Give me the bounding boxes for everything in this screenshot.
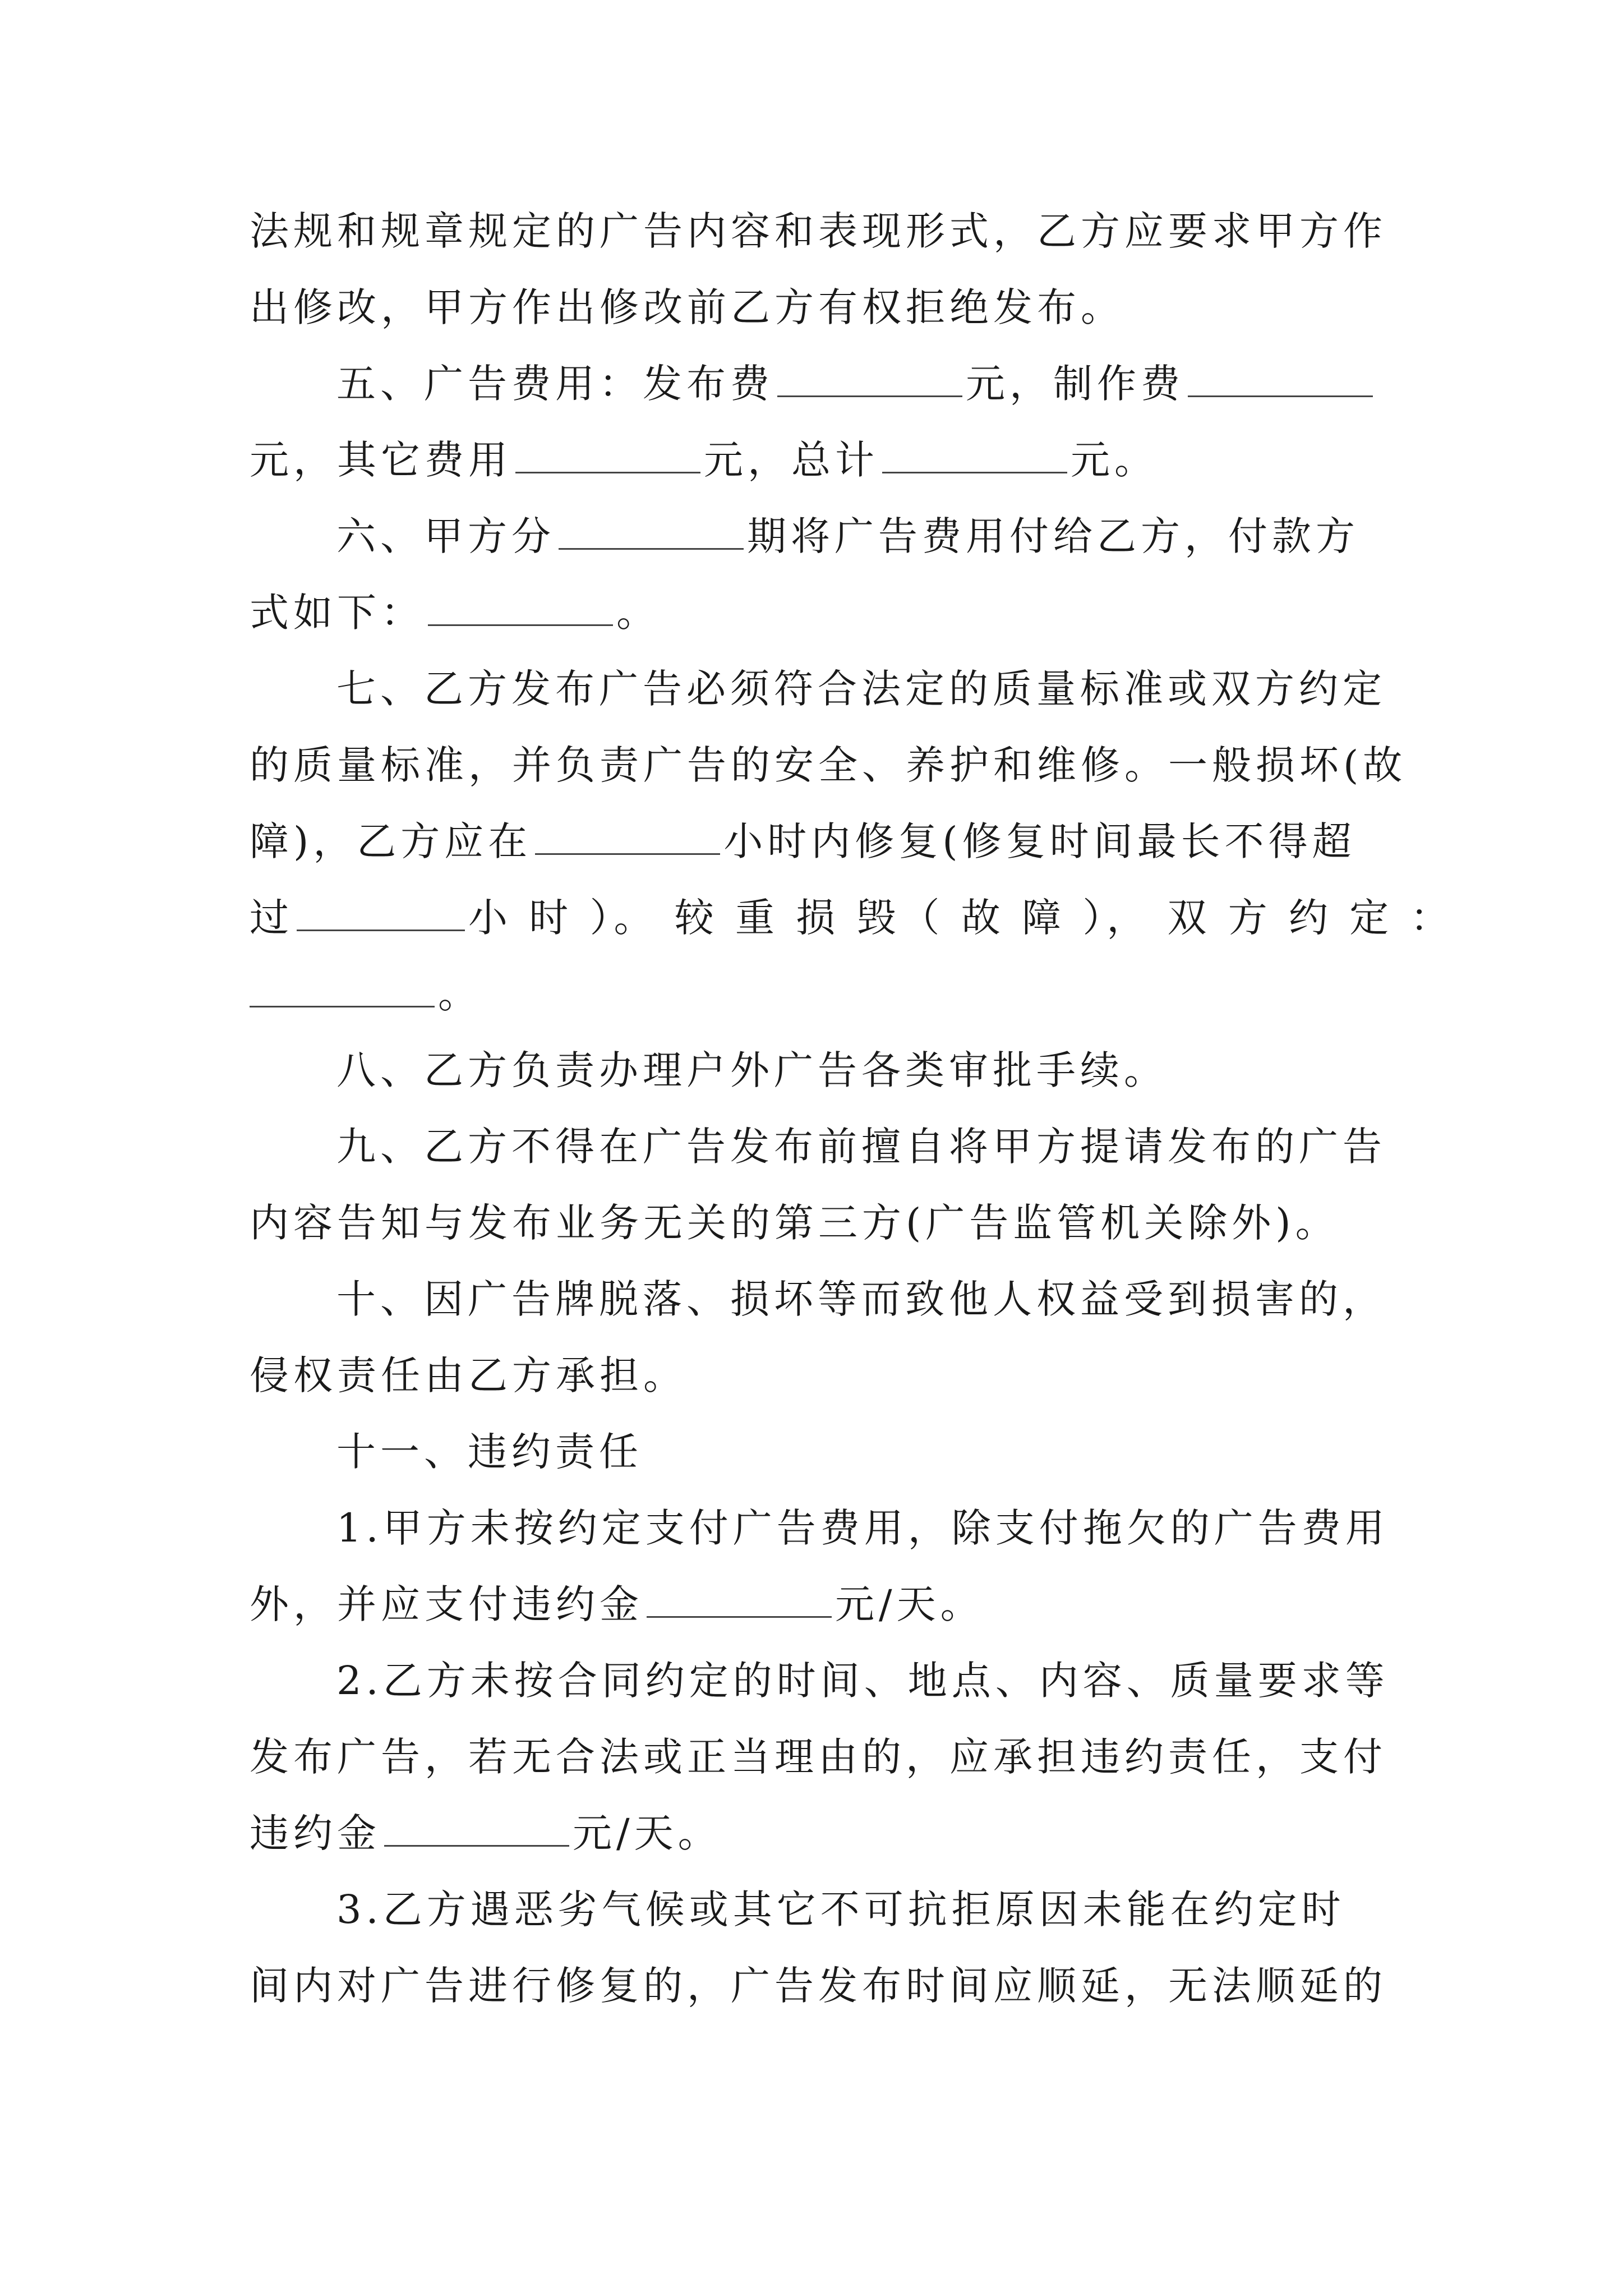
text-line [336, 1266, 1386, 1333]
text-line [250, 1189, 1339, 1257]
text-span: 五、广告费用：发布费 [336, 361, 774, 407]
blank-field [250, 967, 435, 1007]
text-line-fees [336, 350, 1376, 417]
blank-field [1188, 356, 1373, 397]
text-span: 违约金 [250, 1810, 381, 1856]
text-line [250, 808, 1356, 875]
text-span: 六、甲方分 [336, 513, 555, 559]
text-line [250, 960, 482, 1028]
text-span: 外，并应支付违约金 [250, 1581, 643, 1627]
text-span: 元，总计 [704, 437, 879, 483]
blank-field [647, 1577, 832, 1618]
text-span: 的质量标准，并负责广告的安全、养护和维修。一般损坏(故 [250, 742, 1407, 788]
text-line [250, 1952, 1387, 2019]
text-span: 元/天。 [835, 1581, 984, 1627]
text-line [250, 1571, 984, 1638]
text-span: 期将广告费用付给乙方，付款方 [747, 513, 1359, 559]
text-span: 元，制作费 [966, 361, 1184, 407]
text-span: 过 [250, 895, 293, 941]
blank-field [882, 432, 1067, 473]
text-span: 间内对广告进行修复的，广告发布时间应顺延，无法顺延的 [250, 1963, 1387, 2009]
text-line [336, 503, 1359, 570]
text-line [250, 731, 1407, 799]
blank-field [559, 509, 744, 550]
text-line [336, 1113, 1386, 1180]
text-span: 十一、违约责任 [336, 1429, 643, 1475]
blank-field [297, 890, 465, 931]
text-span: 侵权责任由乙方承担。 [250, 1352, 687, 1398]
text-span: 。 [616, 590, 660, 636]
text-line [250, 1800, 722, 1867]
text-line [250, 884, 1454, 951]
blank-field [535, 814, 720, 855]
text-span: 。 [438, 971, 482, 1017]
text-span: 元。 [1071, 437, 1158, 483]
text-span: 元，其它费用 [250, 437, 512, 483]
text-span: 七、乙方发布广告必须符合法定的质量标准或双方约定 [336, 666, 1386, 712]
blank-field [515, 432, 700, 473]
text-line [336, 1037, 1168, 1104]
blank-field [384, 1806, 569, 1847]
text-line [336, 1647, 1389, 1714]
text-span: 式如下： [250, 590, 425, 636]
text-span: 1.甲方未按约定支付广告费用，除支付拖欠的广告费用 [336, 1505, 1389, 1551]
text-span: 十、因广告牌脱落、损坏等而致他人权益受到损害的， [336, 1276, 1386, 1322]
text-line [336, 1494, 1389, 1562]
text-span: 小 时 ）。 较 重 损 毁（ 故 障 ）， 双 方 约 定 ： [468, 895, 1454, 941]
text-span: 发布广告，若无合法或正当理由的，应承担违约责任，支付 [250, 1734, 1387, 1780]
text-span: 障)，乙方应在 [250, 818, 532, 864]
text-line [336, 655, 1386, 723]
text-line [250, 197, 1387, 265]
text-span: 3.乙方遇恶劣气候或其它不可抗拒原因未能在约定时 [336, 1887, 1345, 1932]
text-line [250, 426, 1158, 494]
text-span: 2.乙方未按合同约定的时间、地点、内容、质量要求等 [336, 1658, 1389, 1704]
text-span: 出修改，甲方作出修改前乙方有权拒绝发布。 [250, 284, 1124, 330]
text-span: 小时内修复(修复时间最长不得超 [723, 818, 1356, 864]
text-span: 元/天。 [573, 1810, 722, 1856]
text-line [250, 1723, 1387, 1791]
text-span: 内容告知与发布业务无关的第三方(广告监管机关除外)。 [250, 1200, 1339, 1246]
text-line [250, 1342, 687, 1409]
section-heading [336, 1418, 643, 1485]
text-line [250, 274, 1124, 341]
blank-field [777, 356, 962, 397]
text-span: 八、乙方负责办理户外广告各类审批手续。 [336, 1047, 1168, 1093]
text-line [250, 579, 660, 646]
text-span: 法规和规章规定的广告内容和表现形式，乙方应要求甲方作 [250, 208, 1387, 254]
blank-field [428, 585, 613, 626]
text-line [336, 1876, 1345, 1943]
text-span: 九、乙方不得在广告发布前擅自将甲方提请发布的广告 [336, 1124, 1386, 1170]
